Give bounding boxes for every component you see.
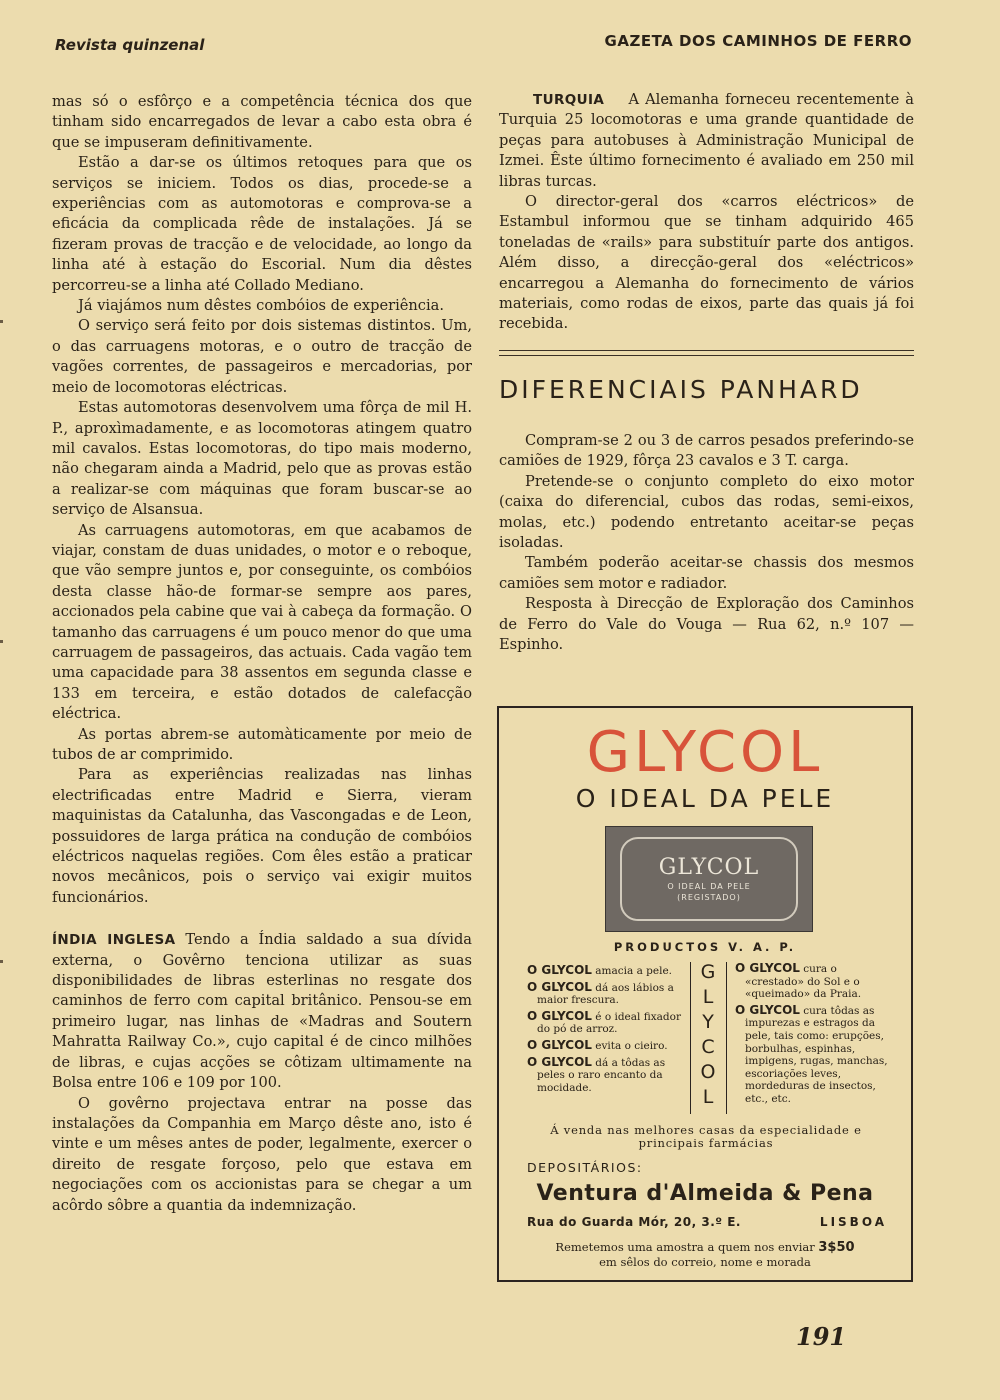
india-kicker: ÍNDIA INGLESA: [52, 932, 176, 949]
claim: [735, 962, 893, 1001]
claim-brand: O GLYCOL: [735, 961, 800, 975]
claims-left: [527, 964, 683, 1097]
claim: [527, 1010, 683, 1036]
edge-mark: [0, 960, 3, 963]
edge-mark: [0, 320, 3, 323]
claim-text: cura o «crestado» do Sol e o «queimado» da Praia.: [745, 963, 862, 1001]
product-label-image: [605, 826, 813, 932]
edge-mark: [0, 640, 3, 643]
divider: [726, 962, 727, 1114]
paragraph: Compram-se 2 ou 3 de carros pesados preferindo-se camiões de 1929, fôrça 23 cavalos e 3 T. carga.: [499, 432, 914, 470]
ad-company: Ventura d'Almeida & Pena: [536, 1181, 874, 1206]
claims-right: [735, 962, 893, 1109]
sample-price: 3$50: [818, 1240, 855, 1255]
panhard-notice: [499, 431, 914, 655]
left-column: [52, 92, 472, 1216]
header-right: GAZETA DOS CAMINHOS DE FERRO: [604, 32, 912, 50]
divider: [690, 962, 691, 1114]
claim: [735, 1004, 893, 1106]
ad-brand: GLYCOL: [586, 720, 824, 785]
right-column: [499, 90, 914, 335]
claim: [527, 1039, 683, 1053]
double-rule: [499, 350, 914, 356]
label-sub2: (REGISTADO): [677, 893, 741, 902]
product-label-frame: [620, 837, 798, 921]
vertical-letter: L: [702, 1086, 714, 1108]
india-paragraph: [52, 930, 472, 1093]
claim-brand: O GLYCOL: [527, 963, 592, 977]
claim-text: evita o cieiro.: [595, 1039, 668, 1052]
claim-text: amacia a pele.: [595, 965, 673, 977]
ad-depositarios: DEPOSITÁRIOS:: [527, 1160, 643, 1175]
claim-text: dá aos lábios a maior frescura.: [537, 981, 674, 1007]
ad-city: LISBOA: [819, 1215, 887, 1229]
vertical-letter: Y: [702, 1011, 714, 1033]
ad-sale: Á venda nas melhores casas da especialidade e principais farmácias: [550, 1123, 862, 1150]
ad-slogan: O IDEAL DA PELE: [575, 784, 835, 813]
claim: [527, 964, 683, 978]
ad-address: Rua do Guarda Mór, 20, 3.º E.: [527, 1215, 741, 1229]
paragraph: As carruagens automotoras, em que acabamos de viajar, constam de duas unidades, o motor e o reboque, que vão sempre juntos e, por conseguinte, os combóios desta classe hão-de formar-se sempre aos pares, accionados pela cabine que vai à cabeça da formação. O tamanho das carruagens é um pouco menor do que uma carruagem de passageiros, das actuais. Cada vagão tem uma capacidade para 38 assentos em segunda classe e 133 em terceira, e estão dotados de calefacção eléctrica.: [52, 521, 472, 723]
paragraph: O serviço será feito por dois sistemas distintos. Um, o das carruagens motoras, e o outro de tracção de vagões correntes, de passageiros e mercadorias, por meio de locomotoras eléctricas.: [52, 317, 472, 396]
turquia-lead: A Alemanha forneceu recentemente à Turquia 25 locomotoras e uma grande quantidade de peças para autobuses à Administração Municipal de Izmei. Êste último fornecimento é avaliado em 250 mil libras turcas.: [499, 91, 914, 190]
paragraph: Pretende-se o conjunto completo do eixo motor (caixa do diferencial, cubos das rodas, semi-eixos, molas, etc.) podendo entretanto aceitar-se peças isoladas.: [499, 472, 914, 552]
paragraph: Também poderão aceitar-se chassis dos mesmos camiões sem motor e radiador.: [499, 554, 914, 592]
vertical-brand: [692, 960, 724, 1110]
paragraph: As portas abrem-se automàticamente por meio de tubos de ar comprimido.: [52, 725, 472, 763]
label-name: GLYCOL: [658, 855, 760, 880]
claim: [527, 981, 683, 1007]
claim-brand: O GLYCOL: [735, 1002, 800, 1017]
india-lead: Tendo a Índia saldado a sua dívida externa, o Govêrno tenciona utilizar as suas disponibilidades de libras esterlinas no resgate dos caminhos de ferro com capital britânico. Pensou-se em primeiro lugar, nas linhas de «Madras and Soutern Mahratta Railway Co.», cujo capital é de cinco milhões de libras, e cujas acções se côtizam ultimamente na Bolsa entre 106 e 109 por 100.: [52, 931, 472, 1092]
paragraph: mas só o esfôrço e a competência técnica dos que tinham sido encarregados de levar a cabo esta obra é que se impuseram definitivamente.: [52, 93, 472, 151]
page-number: 191: [796, 1322, 847, 1351]
header-left: Revista quinzenal: [55, 36, 205, 54]
paragraph: Resposta à Direcção de Exploração dos Caminhos de Ferro do Vale do Vouga — Rua 62, n.º 107 — Espinho.: [499, 595, 914, 654]
claim-text: dá a tôdas as peles o raro encanto da mocidade.: [537, 1056, 666, 1094]
claim-brand: O GLYCOL: [527, 1037, 592, 1052]
sample-post: em sêlos do correio, nome e morada: [599, 1255, 811, 1269]
claim-brand: O GLYCOL: [527, 979, 592, 994]
sample-pre: Remetemos uma amostra a quem nos enviar: [555, 1240, 815, 1254]
paragraph: Estas automotoras desenvolvem uma fôrça de mil H. P., aproxìmadamente, e as locomotoras atingem quatro mil cavalos. Estas locomotoras, do tipo mais moderno, não chegaram ainda a Madrid, pelo que as provas estão a realizar-se com máquinas que foram buscar-se ao serviço de Alsansua.: [52, 399, 472, 519]
turquia-paragraph: [499, 90, 914, 192]
running-header: [55, 32, 912, 56]
label-sub1: O IDEAL DA PELE: [667, 882, 751, 891]
claim: [527, 1056, 683, 1095]
paragraph: O director-geral dos «carros eléctricos» de Estambul informou que se tinham adquirido 465 toneladas de «rails» para substituír parte dos antigos. Além disso, a direcção-geral dos «eléctricos» encarregou a Alemanha do fornecimento de vários materiais, como rodas de eixos, parte das quais já foi recebida.: [499, 193, 914, 333]
vertical-letter: O: [700, 1061, 716, 1083]
ad-producer: PRODUCTOS V. A. P.: [613, 940, 797, 954]
turquia-kicker: TURQUIA: [533, 92, 605, 108]
glycol-advertisement: [497, 706, 913, 1282]
vertical-letter: L: [702, 986, 714, 1008]
claim-text: é o ideal fixador do pó de arroz.: [537, 1010, 681, 1036]
paragraph: Já viajámos num dêstes combóios de experiência.: [78, 297, 444, 315]
vertical-letter: G: [700, 961, 716, 983]
claim-brand: O GLYCOL: [527, 1008, 592, 1023]
paragraph: Estão a dar-se os últimos retoques para que os serviços se iniciem. Todos os dias, procede-se a experiências com as automotoras e comprova-se a eficácia da complicada rêde de instalações. Já se fizeram provas de tracção e de velocidade, ao longo da linha até à estação do Escorial. Num dia dêstes percorreu-se a linha até Collado Mediano.: [52, 154, 472, 294]
claim-brand: O GLYCOL: [527, 1054, 592, 1069]
vertical-letter: C: [701, 1036, 715, 1058]
paragraph: O govêrno projectava entrar na posse das instalações da Companhia em Março dêste ano, isto é vinte e um mêses antes de poder, legalmente, exercer o direito de resgate forçoso, pelo que estava em negociações com os accionistas para se chegar a um acôrdo sôbre a quantia da indemnização.: [52, 1094, 472, 1214]
panhard-headline: DIFERENCIAIS PANHARD: [499, 375, 863, 404]
ad-sample-offer: [515, 1240, 895, 1269]
claim-text: cura tôdas as impurezas e estragos da pele, tais como: erupções, borbulhas, espinhas, impigens, rugas, manchas, escoriações leves, mordeduras de insectos, etc., etc.: [745, 1004, 888, 1105]
paragraph: Para as experiências realizadas nas linhas electrificadas entre Madrid e Sierra, vieram maquinistas da Catalunha, das Vascongadas e de Leon, possuidores de larga prática na condução de combóios eléctricos naquelas regiões. Com êles estão a praticar novos mecânicos, pois o serviço vai exigir muitos funcionários.: [52, 766, 472, 906]
